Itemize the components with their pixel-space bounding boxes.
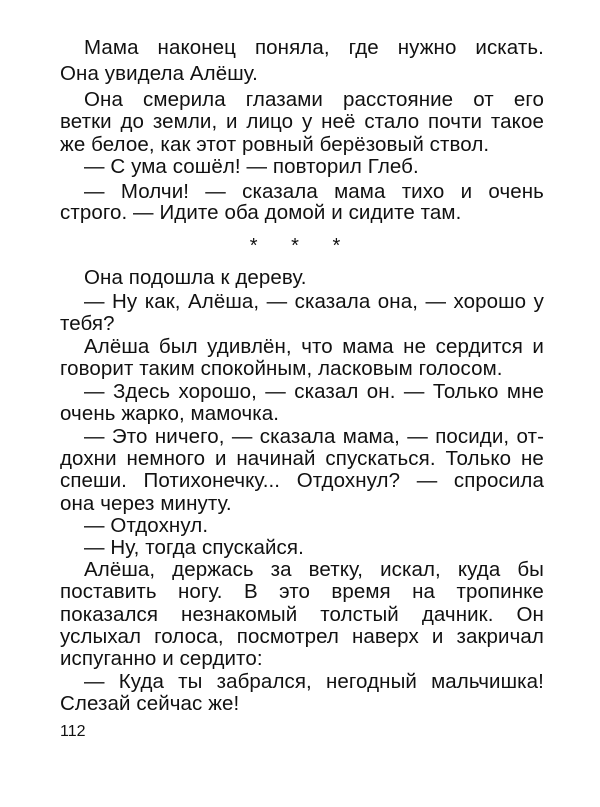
word: он.	[366, 380, 396, 403]
word: от	[473, 88, 494, 111]
word: сказала	[294, 290, 371, 313]
word: начинай	[236, 447, 316, 470]
word: и	[226, 110, 238, 133]
text-line: тебя?	[60, 312, 115, 335]
word: спускаться.	[325, 447, 436, 470]
text-line: — С ума сошёл! — повторил Глеб.	[84, 155, 419, 178]
word: сказал	[294, 380, 359, 403]
word: негодный	[325, 670, 417, 693]
text-line	[60, 469, 544, 493]
word: сердится	[435, 335, 523, 358]
word: искать.	[475, 36, 544, 59]
word: у	[301, 110, 313, 133]
word: —	[84, 670, 105, 693]
word: —	[84, 425, 105, 448]
word: куда	[457, 558, 501, 581]
word: дохни	[60, 447, 117, 470]
word: толстый	[320, 603, 399, 626]
word: тихо	[401, 180, 445, 203]
text-line	[60, 447, 544, 471]
word: спеши.	[60, 469, 127, 492]
word: и	[214, 447, 227, 470]
word: Отдохнул?	[296, 469, 401, 492]
word: Она	[84, 88, 123, 111]
text-line: говорит таким спокойным, ласковым голосом.	[60, 357, 503, 380]
word: стало	[364, 110, 420, 133]
word: до	[120, 110, 145, 133]
word: время	[331, 580, 391, 603]
word: Только	[445, 447, 512, 470]
word: не	[403, 335, 427, 358]
word: его	[513, 88, 544, 111]
word: —	[231, 425, 253, 448]
text-line	[60, 335, 544, 359]
word: и	[431, 625, 444, 648]
word: бы	[517, 558, 544, 581]
word: наверх	[352, 625, 419, 648]
text-line	[60, 290, 544, 314]
word: поняла,	[254, 36, 330, 59]
text-line	[60, 580, 544, 604]
word: ногу.	[178, 580, 223, 603]
text-line	[60, 110, 544, 134]
word: хорошо	[453, 290, 527, 313]
word: голоса,	[154, 625, 224, 648]
word: мальчишка!	[431, 670, 544, 693]
text-line: — Отдохнул.	[84, 514, 209, 537]
word: Здесь	[112, 380, 171, 403]
text-line: Слезай сейчас же!	[60, 692, 240, 715]
word: —	[416, 469, 438, 492]
word: почти	[428, 110, 483, 133]
word: —	[84, 290, 105, 313]
word: В	[243, 580, 258, 603]
word: незнакомый	[181, 603, 298, 626]
book-page	[60, 0, 544, 807]
word: Только	[432, 380, 499, 403]
word: нужно	[397, 36, 457, 59]
word: на	[412, 580, 436, 603]
word: земли,	[152, 110, 218, 133]
text-line: испуганно и сердито:	[60, 647, 263, 670]
text-line: же белое, как этот ровный берёзовый ствол.	[60, 133, 490, 156]
word: забрался,	[216, 670, 312, 693]
text-line: строго. — Идите оба домой и сидите там.	[60, 201, 462, 224]
text-line: — Ну, тогда спускайся.	[84, 536, 304, 559]
word: и	[460, 180, 473, 203]
word: хорошо,	[178, 380, 257, 403]
text-line: Она подошла к дереву.	[84, 266, 307, 289]
word: —	[425, 290, 447, 313]
word: поставить	[60, 580, 157, 603]
word: мама,	[342, 425, 400, 448]
word: она,	[377, 290, 419, 313]
text-line	[60, 558, 544, 582]
word: —	[84, 180, 105, 203]
word: глазами	[245, 88, 323, 111]
word: Ну	[112, 290, 138, 313]
word: очень	[488, 180, 544, 203]
word: Молчи!	[120, 180, 190, 203]
text-line	[60, 603, 544, 627]
text-line	[60, 670, 544, 694]
word: не	[520, 447, 544, 470]
text-line	[60, 88, 544, 112]
section-separator: * * *	[249, 235, 355, 257]
word: удивлён,	[207, 335, 292, 358]
word: за	[270, 558, 292, 581]
word: Это	[111, 425, 148, 448]
text-line	[60, 625, 544, 649]
word: Алёша,	[188, 290, 260, 313]
word: Куда	[118, 670, 165, 693]
text-line	[60, 425, 544, 449]
word: Он	[516, 603, 544, 626]
word: лицо	[246, 110, 294, 133]
word: это	[279, 580, 310, 603]
word: сказала	[242, 180, 318, 203]
page-number: 112	[60, 723, 86, 740]
word: мне	[506, 380, 544, 403]
word: ветку,	[308, 558, 364, 581]
word: —	[403, 380, 425, 403]
word: Мама	[84, 36, 139, 59]
word: —	[84, 380, 105, 403]
word: искал,	[380, 558, 441, 581]
word: держась	[172, 558, 254, 581]
word: услыхал	[60, 625, 142, 648]
word: неё	[321, 110, 356, 133]
word: —	[265, 380, 286, 403]
word: Алёша	[84, 335, 150, 358]
word: тропинке	[456, 580, 544, 603]
text-line: она через минуту.	[60, 492, 232, 515]
word: от-	[516, 425, 544, 448]
word: дачник.	[421, 603, 494, 626]
word: что	[301, 335, 333, 358]
word: ничего,	[154, 425, 225, 448]
text-line	[60, 380, 544, 404]
text-line: очень жарко, мамочка.	[60, 402, 280, 425]
word: такое	[490, 110, 544, 133]
word: как,	[144, 290, 181, 313]
word: расстояние	[343, 88, 454, 111]
word: показался	[60, 603, 159, 626]
word: мама	[342, 335, 394, 358]
word: смерила	[143, 88, 226, 111]
word: и	[532, 335, 544, 358]
word: Алёша,	[84, 558, 156, 581]
word: посмотрел	[236, 625, 339, 648]
word: посиди,	[435, 425, 510, 448]
word: спросила	[453, 469, 544, 492]
word: закричал	[456, 625, 544, 648]
word: у	[533, 290, 544, 313]
word: мама	[334, 180, 386, 203]
word: ветки	[60, 110, 112, 133]
word: сказала	[259, 425, 336, 448]
word: наконец	[157, 36, 237, 59]
word: немного	[126, 447, 206, 470]
word: Потихонечку...	[143, 469, 281, 492]
word: ты	[178, 670, 203, 693]
text-line: Она увидела Алёшу.	[60, 62, 258, 85]
word: где	[348, 36, 379, 59]
word: —	[205, 180, 226, 203]
word: был	[158, 335, 198, 358]
text-line	[60, 36, 544, 60]
word: —	[407, 425, 428, 448]
word: —	[266, 290, 288, 313]
